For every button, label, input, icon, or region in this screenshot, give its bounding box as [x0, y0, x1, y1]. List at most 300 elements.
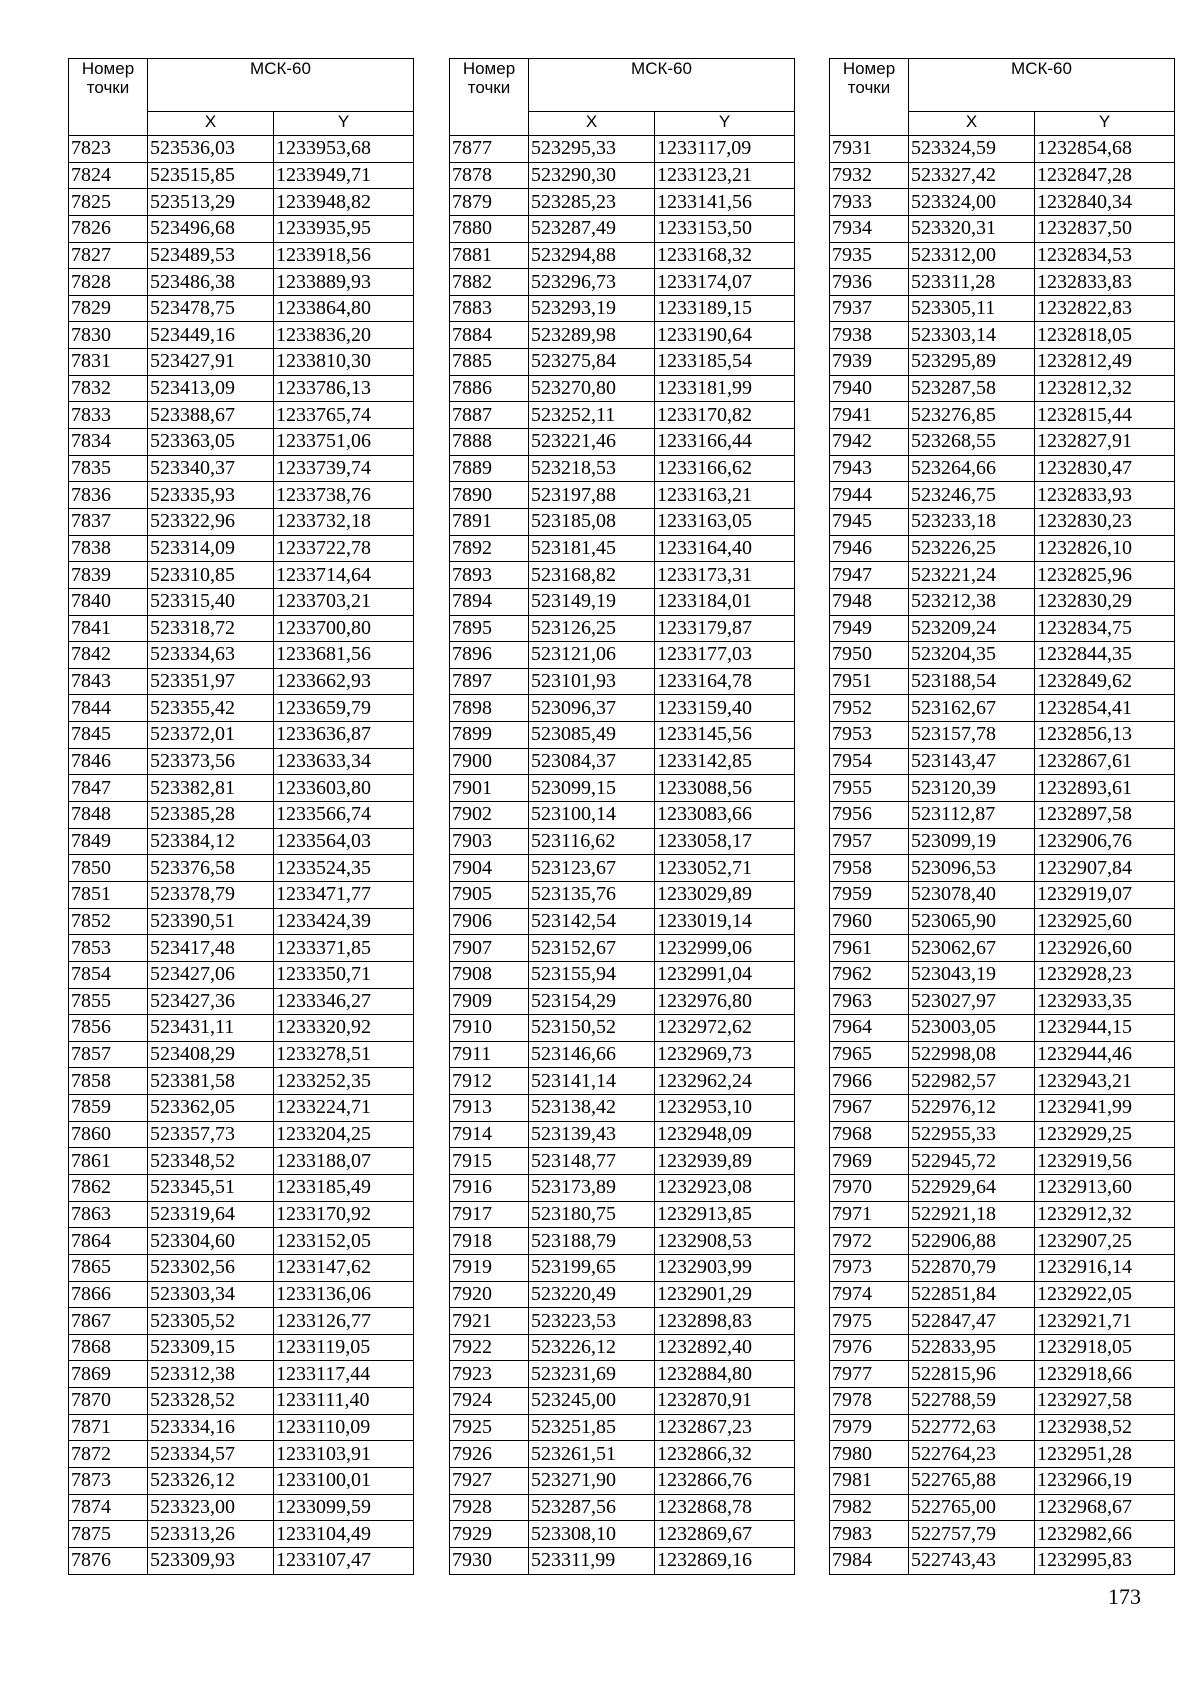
table-row [830, 748, 1175, 775]
table-row [450, 1547, 795, 1574]
table-row [69, 1441, 414, 1468]
y-coordinate-cell: 1232926,60 [1035, 935, 1175, 962]
table-row [830, 136, 1175, 163]
x-coordinate-cell: 523138,42 [529, 1095, 655, 1122]
x-coordinate-cell: 523334,57 [148, 1441, 274, 1468]
y-coordinate-cell: 1233117,09 [655, 136, 795, 163]
point-number-cell: 7847 [69, 775, 148, 802]
table-row [830, 1041, 1175, 1068]
y-coordinate-cell: 1232925,60 [1035, 908, 1175, 935]
point-number-cell: 7846 [69, 748, 148, 775]
table-row [450, 802, 795, 829]
x-coordinate-cell: 523221,24 [909, 562, 1035, 589]
table-row [450, 748, 795, 775]
table-row [830, 1015, 1175, 1042]
point-number-cell: 7880 [450, 215, 529, 242]
point-number-cell: 7877 [450, 136, 529, 163]
point-number-cell: 7950 [830, 642, 909, 669]
table-row [450, 881, 795, 908]
y-coordinate-cell: 1232844,35 [1035, 642, 1175, 669]
table-row [830, 349, 1175, 376]
x-coordinate-cell: 523308,10 [529, 1521, 655, 1548]
point-number-cell: 7879 [450, 189, 529, 216]
point-number-cell: 7865 [69, 1254, 148, 1281]
y-coordinate-cell: 1233184,01 [655, 588, 795, 615]
y-coordinate-cell: 1232898,83 [655, 1308, 795, 1335]
table-row [830, 295, 1175, 322]
table-row [69, 1201, 414, 1228]
point-number-cell: 7888 [450, 429, 529, 456]
table-row [450, 429, 795, 456]
y-column-header: Y [1035, 111, 1175, 135]
coordinates-table [68, 58, 414, 1575]
x-coordinate-cell: 523295,89 [909, 349, 1035, 376]
x-coordinate-cell: 523173,89 [529, 1174, 655, 1201]
y-coordinate-cell: 1233371,85 [274, 935, 414, 962]
point-number-cell: 7908 [450, 961, 529, 988]
table-row [830, 642, 1175, 669]
table-row [69, 1468, 414, 1495]
table-row [69, 402, 414, 429]
table-row [69, 775, 414, 802]
x-coordinate-cell: 523245,00 [529, 1388, 655, 1415]
x-coordinate-cell: 523290,30 [529, 162, 655, 189]
table-row [69, 375, 414, 402]
table-row [830, 1254, 1175, 1281]
point-number-cell: 7850 [69, 855, 148, 882]
table-row [69, 1334, 414, 1361]
y-coordinate-cell: 1233170,82 [655, 402, 795, 429]
y-coordinate-cell: 1232976,80 [655, 988, 795, 1015]
x-coordinate-cell: 523302,56 [148, 1254, 274, 1281]
y-coordinate-cell: 1232870,91 [655, 1388, 795, 1415]
x-coordinate-cell: 523496,68 [148, 215, 274, 242]
x-coordinate-cell: 523135,76 [529, 881, 655, 908]
table-row [450, 1095, 795, 1122]
table-row [450, 1015, 795, 1042]
point-number-cell: 7927 [450, 1468, 529, 1495]
table-row [450, 1041, 795, 1068]
table-row [450, 508, 795, 535]
point-number-cell: 7967 [830, 1095, 909, 1122]
point-number-cell: 7933 [830, 189, 909, 216]
y-coordinate-cell: 1233189,15 [655, 295, 795, 322]
point-number-cell: 7866 [69, 1281, 148, 1308]
point-number-cell: 7911 [450, 1041, 529, 1068]
table-row [830, 1095, 1175, 1122]
x-coordinate-cell: 522757,79 [909, 1521, 1035, 1548]
y-coordinate-cell: 1233173,31 [655, 562, 795, 589]
x-coordinate-cell: 523204,35 [909, 642, 1035, 669]
y-coordinate-cell: 1232982,66 [1035, 1521, 1175, 1548]
y-coordinate-cell: 1233836,20 [274, 322, 414, 349]
table-row [830, 1388, 1175, 1415]
point-number-cell: 7862 [69, 1174, 148, 1201]
y-coordinate-cell: 1233810,30 [274, 349, 414, 376]
x-coordinate-cell: 523096,53 [909, 855, 1035, 882]
point-number-cell: 7976 [830, 1334, 909, 1361]
table-row [450, 615, 795, 642]
x-coordinate-cell: 523294,88 [529, 242, 655, 269]
x-coordinate-cell: 523188,79 [529, 1228, 655, 1255]
y-coordinate-cell: 1232866,32 [655, 1441, 795, 1468]
x-coordinate-cell: 523099,19 [909, 828, 1035, 855]
y-coordinate-cell: 1233170,92 [274, 1201, 414, 1228]
table-row [450, 482, 795, 509]
x-coordinate-cell: 523233,18 [909, 508, 1035, 535]
table-row [69, 802, 414, 829]
table-row [69, 1521, 414, 1548]
point-number-cell: 7959 [830, 881, 909, 908]
x-coordinate-cell: 523536,03 [148, 136, 274, 163]
y-coordinate-cell: 1232830,47 [1035, 455, 1175, 482]
point-number-cell: 7917 [450, 1201, 529, 1228]
point-number-cell: 7873 [69, 1468, 148, 1495]
x-coordinate-cell: 523261,51 [529, 1441, 655, 1468]
point-number-cell: 7977 [830, 1361, 909, 1388]
point-number-cell: 7924 [450, 1388, 529, 1415]
x-coordinate-cell: 523388,67 [148, 402, 274, 429]
point-number-cell: 7941 [830, 402, 909, 429]
x-coordinate-cell: 523362,05 [148, 1095, 274, 1122]
point-number-cell: 7885 [450, 349, 529, 376]
point-number-cell: 7966 [830, 1068, 909, 1095]
point-number-cell: 7829 [69, 295, 148, 322]
x-coordinate-cell: 523218,53 [529, 455, 655, 482]
y-coordinate-cell: 1233174,07 [655, 269, 795, 296]
table-row [830, 1121, 1175, 1148]
y-coordinate-cell: 1232912,32 [1035, 1201, 1175, 1228]
point-number-cell: 7906 [450, 908, 529, 935]
y-coordinate-cell: 1233739,74 [274, 455, 414, 482]
table-row [830, 1494, 1175, 1521]
x-coordinate-cell: 523162,67 [909, 695, 1035, 722]
y-coordinate-cell: 1232830,29 [1035, 588, 1175, 615]
x-coordinate-cell: 523276,85 [909, 402, 1035, 429]
table-row [450, 1441, 795, 1468]
y-coordinate-cell: 1233786,13 [274, 375, 414, 402]
point-number-cell: 7931 [830, 136, 909, 163]
x-coordinate-cell: 522976,12 [909, 1095, 1035, 1122]
y-coordinate-cell: 1233163,05 [655, 508, 795, 535]
y-coordinate-cell: 1232919,07 [1035, 881, 1175, 908]
y-coordinate-cell: 1232916,14 [1035, 1254, 1175, 1281]
y-coordinate-cell: 1233190,64 [655, 322, 795, 349]
table-row [450, 1494, 795, 1521]
point-number-cell: 7926 [450, 1441, 529, 1468]
x-coordinate-cell: 523065,90 [909, 908, 1035, 935]
point-number-cell: 7956 [830, 802, 909, 829]
point-number-cell: 7978 [830, 1388, 909, 1415]
table-row [450, 775, 795, 802]
x-coordinate-cell: 523296,73 [529, 269, 655, 296]
table-row [69, 1068, 414, 1095]
point-number-cell: 7973 [830, 1254, 909, 1281]
y-coordinate-cell: 1233566,74 [274, 802, 414, 829]
point-number-cell: 7900 [450, 748, 529, 775]
x-coordinate-cell: 522765,88 [909, 1468, 1035, 1495]
y-coordinate-cell: 1232903,99 [655, 1254, 795, 1281]
y-coordinate-cell: 1232969,73 [655, 1041, 795, 1068]
x-coordinate-cell: 523150,52 [529, 1015, 655, 1042]
point-number-cell: 7890 [450, 482, 529, 509]
x-coordinate-cell: 523309,93 [148, 1547, 274, 1574]
x-coordinate-cell: 523123,67 [529, 855, 655, 882]
point-number-cell: 7845 [69, 722, 148, 749]
y-coordinate-cell: 1233633,34 [274, 748, 414, 775]
x-coordinate-cell: 523340,37 [148, 455, 274, 482]
point-number-cell: 7839 [69, 562, 148, 589]
x-coordinate-cell: 523345,51 [148, 1174, 274, 1201]
point-number-cell: 7935 [830, 242, 909, 269]
x-coordinate-cell: 523099,15 [529, 775, 655, 802]
y-coordinate-cell: 1233163,21 [655, 482, 795, 509]
y-coordinate-cell: 1232941,99 [1035, 1095, 1175, 1122]
y-coordinate-cell: 1232928,23 [1035, 961, 1175, 988]
point-number-cell: 7964 [830, 1015, 909, 1042]
y-coordinate-cell: 1232866,76 [655, 1468, 795, 1495]
y-coordinate-cell: 1233145,56 [655, 722, 795, 749]
point-number-cell: 7983 [830, 1521, 909, 1548]
point-number-header-line: точки [847, 78, 891, 97]
y-coordinate-cell: 1232822,83 [1035, 295, 1175, 322]
table-row [450, 136, 795, 163]
y-coordinate-cell: 1233119,05 [274, 1334, 414, 1361]
y-coordinate-cell: 1232893,61 [1035, 775, 1175, 802]
y-coordinate-cell: 1233136,06 [274, 1281, 414, 1308]
table-row [69, 748, 414, 775]
y-coordinate-cell: 1233224,71 [274, 1095, 414, 1122]
x-coordinate-cell: 523312,00 [909, 242, 1035, 269]
table-row [830, 588, 1175, 615]
point-number-cell: 7915 [450, 1148, 529, 1175]
x-coordinate-cell: 523427,36 [148, 988, 274, 1015]
y-coordinate-cell: 1232913,60 [1035, 1174, 1175, 1201]
x-coordinate-cell: 522743,43 [909, 1547, 1035, 1574]
x-coordinate-cell: 523084,37 [529, 748, 655, 775]
page-number: 173 [1108, 1584, 1141, 1609]
y-coordinate-cell: 1233889,93 [274, 269, 414, 296]
point-number-cell: 7887 [450, 402, 529, 429]
x-column-header: X [148, 111, 274, 135]
point-number-cell: 7895 [450, 615, 529, 642]
point-number-cell: 7909 [450, 988, 529, 1015]
y-coordinate-cell: 1233252,35 [274, 1068, 414, 1095]
y-coordinate-cell: 1232834,53 [1035, 242, 1175, 269]
y-coordinate-cell: 1232826,10 [1035, 535, 1175, 562]
point-number-cell: 7826 [69, 215, 148, 242]
y-coordinate-cell: 1232849,62 [1035, 668, 1175, 695]
x-coordinate-cell: 522815,96 [909, 1361, 1035, 1388]
table-row [830, 562, 1175, 589]
x-coordinate-cell: 522906,88 [909, 1228, 1035, 1255]
x-coordinate-cell: 522929,64 [909, 1174, 1035, 1201]
y-coordinate-cell: 1233164,78 [655, 668, 795, 695]
point-number-cell: 7854 [69, 961, 148, 988]
table-row [450, 1414, 795, 1441]
point-number-cell: 7921 [450, 1308, 529, 1335]
table-row [830, 242, 1175, 269]
y-coordinate-cell: 1233346,27 [274, 988, 414, 1015]
x-coordinate-cell: 522998,08 [909, 1041, 1035, 1068]
point-number-cell: 7881 [450, 242, 529, 269]
table-row [830, 189, 1175, 216]
table-row [830, 1441, 1175, 1468]
point-number-cell: 7943 [830, 455, 909, 482]
point-number-cell: 7899 [450, 722, 529, 749]
point-number-header-line: Номер [81, 59, 135, 78]
point-number-cell: 7835 [69, 455, 148, 482]
point-number-cell: 7981 [830, 1468, 909, 1495]
table-row [450, 189, 795, 216]
table-row [450, 1201, 795, 1228]
point-number-cell: 7947 [830, 562, 909, 589]
point-number-cell: 7914 [450, 1121, 529, 1148]
y-coordinate-cell: 1232921,71 [1035, 1308, 1175, 1335]
x-coordinate-cell: 523003,05 [909, 1015, 1035, 1042]
point-number-cell: 7856 [69, 1015, 148, 1042]
table-row [69, 162, 414, 189]
point-number-cell: 7827 [69, 242, 148, 269]
table-row [450, 1468, 795, 1495]
table-row [69, 668, 414, 695]
y-coordinate-cell: 1232939,89 [655, 1148, 795, 1175]
y-coordinate-cell: 1233524,35 [274, 855, 414, 882]
point-number-cell: 7940 [830, 375, 909, 402]
point-number-cell: 7944 [830, 482, 909, 509]
table-row [69, 242, 414, 269]
y-coordinate-cell: 1233188,07 [274, 1148, 414, 1175]
y-coordinate-cell: 1233141,56 [655, 189, 795, 216]
point-number-header-line: точки [467, 78, 511, 97]
table-row [69, 1041, 414, 1068]
point-number-cell: 7892 [450, 535, 529, 562]
y-coordinate-cell: 1232812,32 [1035, 375, 1175, 402]
table-row [450, 722, 795, 749]
point-number-cell: 7896 [450, 642, 529, 669]
point-number-cell: 7910 [450, 1015, 529, 1042]
y-coordinate-cell: 1233166,44 [655, 429, 795, 456]
table-row [450, 935, 795, 962]
table-row [830, 1547, 1175, 1574]
table-row [830, 1228, 1175, 1255]
table-row [450, 1148, 795, 1175]
x-coordinate-cell: 523376,58 [148, 855, 274, 882]
point-number-cell: 7864 [69, 1228, 148, 1255]
table-row [450, 242, 795, 269]
x-coordinate-cell: 523363,05 [148, 429, 274, 456]
x-coordinate-cell: 523096,37 [529, 695, 655, 722]
table-row [450, 828, 795, 855]
point-number-cell: 7875 [69, 1521, 148, 1548]
x-coordinate-cell: 523314,09 [148, 535, 274, 562]
point-number-cell: 7938 [830, 322, 909, 349]
x-coordinate-cell: 523062,67 [909, 935, 1035, 962]
x-coordinate-cell: 523293,19 [529, 295, 655, 322]
x-coordinate-cell: 523271,90 [529, 1468, 655, 1495]
x-coordinate-cell: 523295,33 [529, 136, 655, 163]
y-coordinate-cell: 1233703,21 [274, 588, 414, 615]
y-coordinate-cell: 1232907,84 [1035, 855, 1175, 882]
point-number-cell: 7932 [830, 162, 909, 189]
x-coordinate-cell: 523197,88 [529, 482, 655, 509]
y-coordinate-cell: 1233714,64 [274, 562, 414, 589]
point-number-cell: 7912 [450, 1068, 529, 1095]
point-number-cell: 7871 [69, 1414, 148, 1441]
x-coordinate-cell: 523188,54 [909, 668, 1035, 695]
y-coordinate-cell: 1233159,40 [655, 695, 795, 722]
point-number-cell: 7984 [830, 1547, 909, 1574]
y-coordinate-cell: 1233636,87 [274, 722, 414, 749]
point-number-cell: 7939 [830, 349, 909, 376]
x-coordinate-cell: 523231,69 [529, 1361, 655, 1388]
point-number-cell: 7961 [830, 935, 909, 962]
x-coordinate-cell: 523139,43 [529, 1121, 655, 1148]
table-row [450, 1334, 795, 1361]
x-coordinate-cell: 522851,84 [909, 1281, 1035, 1308]
table-row [450, 961, 795, 988]
x-coordinate-cell: 523390,51 [148, 908, 274, 935]
table-row [450, 668, 795, 695]
y-coordinate-cell: 1232999,06 [655, 935, 795, 962]
point-number-cell: 7971 [830, 1201, 909, 1228]
point-number-cell: 7937 [830, 295, 909, 322]
point-number-cell: 7860 [69, 1121, 148, 1148]
table-row [450, 375, 795, 402]
y-coordinate-cell: 1232922,05 [1035, 1281, 1175, 1308]
point-number-header [450, 59, 529, 136]
point-number-cell: 7963 [830, 988, 909, 1015]
x-coordinate-cell: 523351,97 [148, 668, 274, 695]
x-coordinate-cell: 523322,96 [148, 508, 274, 535]
x-coordinate-cell: 523085,49 [529, 722, 655, 749]
y-coordinate-cell: 1233166,62 [655, 455, 795, 482]
point-number-cell: 7930 [450, 1547, 529, 1574]
y-coordinate-cell: 1233935,95 [274, 215, 414, 242]
point-number-cell: 7979 [830, 1414, 909, 1441]
point-number-cell: 7844 [69, 695, 148, 722]
table-row [830, 269, 1175, 296]
x-coordinate-cell: 523141,14 [529, 1068, 655, 1095]
x-coordinate-cell: 523334,16 [148, 1414, 274, 1441]
x-column-header: X [909, 111, 1035, 135]
point-number-cell: 7837 [69, 508, 148, 535]
x-coordinate-cell: 523101,93 [529, 668, 655, 695]
table-row [69, 722, 414, 749]
table-row [450, 402, 795, 429]
y-coordinate-cell: 1232972,62 [655, 1015, 795, 1042]
y-coordinate-cell: 1233153,50 [655, 215, 795, 242]
point-number-header-line: Номер [462, 59, 516, 78]
table-row [450, 349, 795, 376]
point-number-cell: 7849 [69, 828, 148, 855]
table-row [69, 136, 414, 163]
point-number-cell: 7904 [450, 855, 529, 882]
point-number-cell: 7953 [830, 722, 909, 749]
x-coordinate-cell: 523355,42 [148, 695, 274, 722]
table-row [69, 508, 414, 535]
x-coordinate-cell: 523154,29 [529, 988, 655, 1015]
y-coordinate-cell: 1233350,71 [274, 961, 414, 988]
point-number-cell: 7928 [450, 1494, 529, 1521]
table-row [450, 1281, 795, 1308]
x-coordinate-cell: 523326,12 [148, 1468, 274, 1495]
y-coordinate-cell: 1232948,09 [655, 1121, 795, 1148]
y-coordinate-cell: 1233052,71 [655, 855, 795, 882]
table-row [830, 1414, 1175, 1441]
x-coordinate-cell: 523251,85 [529, 1414, 655, 1441]
y-coordinate-cell: 1233103,91 [274, 1441, 414, 1468]
